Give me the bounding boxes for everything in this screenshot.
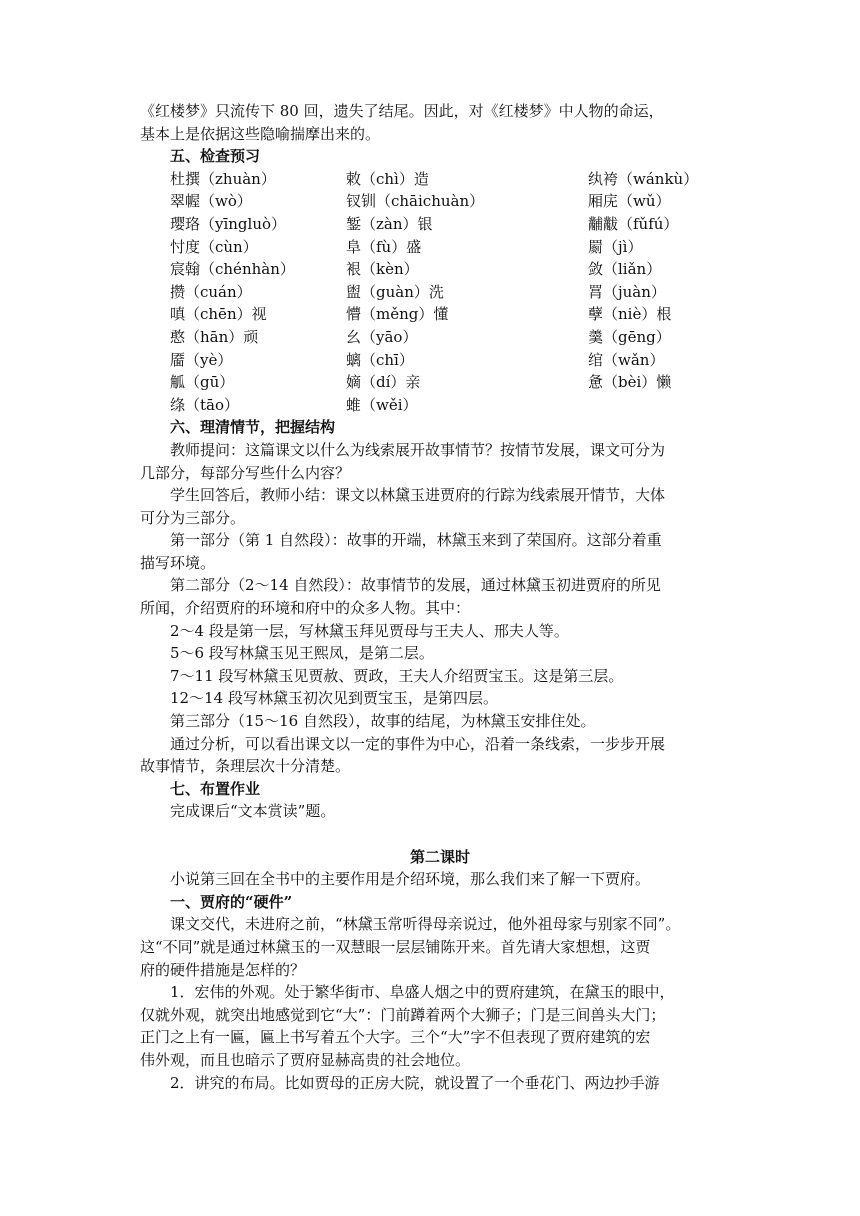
vocab-cell: 罥（juàn） (588, 282, 666, 301)
vocab-cell: 厢庑（wǔ） (588, 192, 671, 211)
lesson2-line: 课文交代，未进府之前，“林黛玉常听得母亲说过，他外祖母家与别家不同”。 (170, 915, 681, 934)
section6-line: 教师提问：这篇课文以什么为线索展开故事情节？按情节发展，课文可分为 (170, 440, 666, 459)
vocab-cell: 惫（bèi）懒 (588, 373, 672, 392)
lesson2-intro: 小说第三回在全书中的主要作用是介绍环境，那么我们来了解一下贾府。 (170, 870, 651, 889)
vocab-cell: 钗钏（chāichuàn） (346, 192, 485, 211)
vocab-cell: 盥（guàn）洗 (346, 282, 444, 301)
lesson2-title: 第二课时 (409, 847, 470, 866)
vocab-table (140, 168, 740, 417)
blank-line (140, 823, 740, 846)
vocab-cell: 敕（chì）造 (346, 169, 429, 188)
vocab-cell: 攒（cuán） (170, 282, 252, 301)
section7-heading: 七、布置作业 (170, 779, 261, 798)
section6-line: 第二部分（2～14 自然段）：故事情节的发展，通过林黛玉初进贾府的所见 (170, 576, 661, 595)
lesson2-heading: 一、贾府的“硬件” (170, 892, 293, 911)
vocab-cell: 绦（tāo） (170, 395, 240, 414)
section6-line: 几部分，每部分写些什么内容？ (140, 463, 351, 482)
vocab-cell: 憨（hān）顽 (170, 327, 259, 346)
vocab-cell: 羹（gēng） (588, 327, 671, 346)
vocab-cell: 螭（chī） (346, 350, 414, 369)
vocab-cell (588, 394, 770, 417)
vocab-cell: 纨袴（wánkù） (588, 169, 699, 188)
vocab-cell: 靥（yè） (170, 350, 233, 369)
vocab-cell: 錾（zàn）银 (346, 214, 433, 233)
lesson2-line: 仅就外观，就突出地感觉到它“大”：门前蹲着两个大狮子；门是三间兽头大门； (140, 1005, 666, 1024)
lesson2-line: 这“不同”就是通过林黛玉的一双慧眼一层层铺陈开来。首先请大家想想，这贾 (140, 937, 651, 956)
vocab-cell: 孽（niè）根 (588, 305, 672, 324)
vocab-cell: 罽（jì） (588, 237, 643, 256)
vocab-cell: 幺（yāo） (346, 327, 418, 346)
intro-line-2: 基本上是依据这些隐喻揣摩出来的。 (140, 124, 381, 143)
vocab-cell: 翠幄（wò） (170, 192, 252, 211)
section6-line: 12～14 段写林黛玉初次见到贾宝玉，是第四层。 (170, 689, 498, 708)
vocab-cell: 敛（liǎn） (588, 260, 662, 279)
section6-line: 描写环境。 (140, 553, 216, 572)
section6-line: 第三部分（15～16 自然段），故事的结尾，为林黛玉安排住处。 (170, 712, 596, 731)
vocab-cell: 绾（wǎn） (588, 350, 665, 369)
section6-line: 5～6 段写林黛玉见王熙凤，是第二层。 (170, 644, 434, 663)
vocab-cell: 懵（měng）懂 (346, 305, 449, 324)
vocab-cell: 忖度（cùn） (170, 237, 258, 256)
lesson2-line: 1．宏伟的外观。处于繁华街市、阜盛人烟之中的贾府建筑，在黛玉的眼中， (170, 983, 675, 1002)
lesson2-line: 府的硬件措施是怎样的？ (140, 960, 306, 979)
vocab-cell: 阜（fù）盛 (346, 237, 422, 256)
vocab-cell: 嫡（dí）亲 (346, 373, 421, 392)
section6-line: 可分为三部分。 (140, 508, 246, 527)
section6-line: 7～11 段写林黛玉见贾赦、贾政，王夫人介绍贾宝玉。这是第三层。 (170, 666, 624, 685)
vocab-cell: 蜼（wěi） (346, 395, 418, 414)
vocab-cell: 璎珞（yīngluò） (170, 214, 287, 233)
vocab-cell: 杜撰（zhuàn） (170, 169, 276, 188)
lesson2-line: 2．讲究的布局。比如贾母的正房大院，就设置了一个垂花门、两边抄手游 (170, 1073, 660, 1092)
vocab-cell: 嗔（chēn）视 (170, 305, 267, 324)
section7-text: 完成课后“文本赏读”题。 (170, 802, 336, 821)
intro-line-1: 《红楼梦》只流传下 80 回，遗失了结尾。因此，对《红楼梦》中人物的命运， (140, 102, 664, 120)
lesson2-body (140, 913, 740, 1094)
section6-line: 学生回答后，教师小结：课文以林黛玉进贾府的行踪为线索展开情节，大体 (170, 486, 666, 505)
section6-line: 2～4 段是第一层，写林黛玉拜见贾母与王夫人、邢夫人等。 (170, 621, 569, 640)
lesson2-line: 伟外观，而且也暗示了贾府显赫高贵的社会地位。 (140, 1050, 471, 1069)
section6-line: 所闻，介绍贾府的环境和府中的众多人物。其中： (140, 599, 471, 618)
section6-heading: 六、理清情节，把握结构 (170, 418, 336, 437)
lesson2-line: 正门之上有一匾，匾上书写着五个大字。三个“大”字不但表现了贾府建筑的宏 (140, 1028, 651, 1047)
section6-line: 故事情节，条理层次十分清楚。 (140, 757, 351, 776)
section6-line: 通过分析，可以看出课文以一定的事件为中心，沿着一条线索，一步步开展 (170, 734, 666, 753)
document-page (140, 100, 740, 1094)
vocab-cell: 觚（gū） (170, 373, 235, 392)
section5-heading: 五、检查预习 (170, 147, 261, 166)
vocab-cell: 裉（kèn） (346, 260, 419, 279)
section6-body (140, 439, 740, 778)
section6-line: 第一部分（第 1 自然段）：故事的开端，林黛玉来到了荣国府。这部分着重 (170, 531, 662, 550)
vocab-cell: 宸翰（chénhàn） (170, 260, 295, 279)
vocab-cell: 黼黻（fǔfú） (588, 214, 679, 233)
